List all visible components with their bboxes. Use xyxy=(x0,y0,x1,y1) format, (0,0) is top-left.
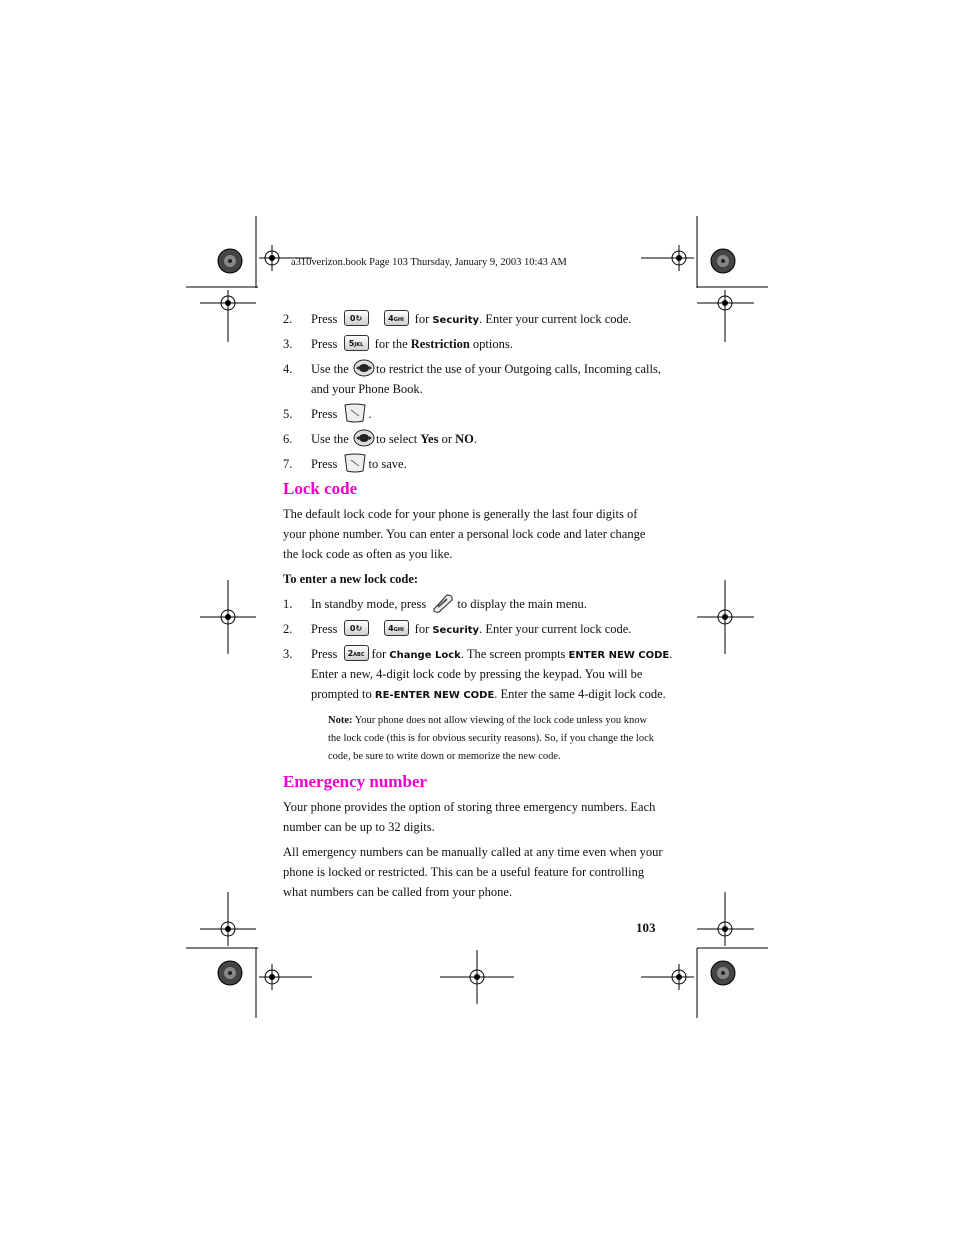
print-header: a310verizon.book Page 103 Thursday, January 9, 2003 10:43 AM xyxy=(291,257,567,268)
emergency-heading: Emergency number xyxy=(283,772,428,791)
lock-code-body: The default lock code for your phone is generally the last four digits of your phone number. You can enter a personal lock code and later change the lock code as often as you like. xyxy=(283,507,646,561)
lock-step-3-continuation-1: Enter a new, 4-digit lock code by pressing the keypad. You will be xyxy=(311,667,643,681)
lock-step-3: 3. Press 2ABC for Change Lock. The screen prompts ENTER NEW CODE. xyxy=(283,647,673,661)
lock-step-2: 2. Press 0↻ 4GHI for Security. Enter your current lock code. xyxy=(283,622,632,636)
menu-key-icon xyxy=(431,593,455,613)
soft-key-icon xyxy=(343,453,367,473)
step-7-top: 7. Press to save. xyxy=(283,454,407,474)
key-4-icon: 4GHI xyxy=(384,310,409,326)
step-3-top: 3. Press 5JKL for the Restriction options. xyxy=(283,337,513,351)
key-0-icon: 0↻ xyxy=(344,620,369,636)
step-5-top: 5. Press . xyxy=(283,404,372,424)
step-4-continuation: and your Phone Book. xyxy=(311,382,423,396)
lock-code-note: Note: Your phone does not allow viewing of the lock code unless you know the lock code (this is for obvious security reasons). So, if you change the lock code, be sure to write down or memorize the new code. xyxy=(328,715,655,762)
key-0-icon: 0↻ xyxy=(344,310,369,326)
nav-key-icon xyxy=(353,359,375,377)
lock-step-1: 1. In standby mode, press to display the main menu. xyxy=(283,594,587,614)
emergency-paragraph-2: All emergency numbers can be manually called at any time even when your phone is locked or restricted. This can be a useful feature for controlling what numbers can be called from your phone. xyxy=(283,845,663,899)
key-5-icon: 5JKL xyxy=(344,335,369,351)
step-4-top: 4. Use the to restrict the use of your Outgoing calls, Incoming calls, xyxy=(283,359,661,379)
lock-step-3-continuation-2: prompted to RE-ENTER NEW CODE. Enter the same 4-digit lock code. xyxy=(311,687,666,701)
soft-key-icon xyxy=(343,403,367,423)
step-6-top: 6. Use the to select Yes or NO. xyxy=(283,429,477,449)
lock-code-heading: Lock code xyxy=(283,479,358,498)
key-4-icon: 4GHI xyxy=(384,620,409,636)
nav-key-icon xyxy=(353,429,375,447)
lock-code-subheading: To enter a new lock code: xyxy=(283,572,419,586)
emergency-paragraph-1: Your phone provides the option of storing three emergency numbers. Each number can be up to 32 digits. xyxy=(283,800,656,834)
key-2-icon: 2ABC xyxy=(344,645,369,661)
page-number: 103 xyxy=(636,920,656,935)
step-2-top: 2. Press 0↻ 4GHI for Security. Enter your current lock code. xyxy=(283,312,632,326)
